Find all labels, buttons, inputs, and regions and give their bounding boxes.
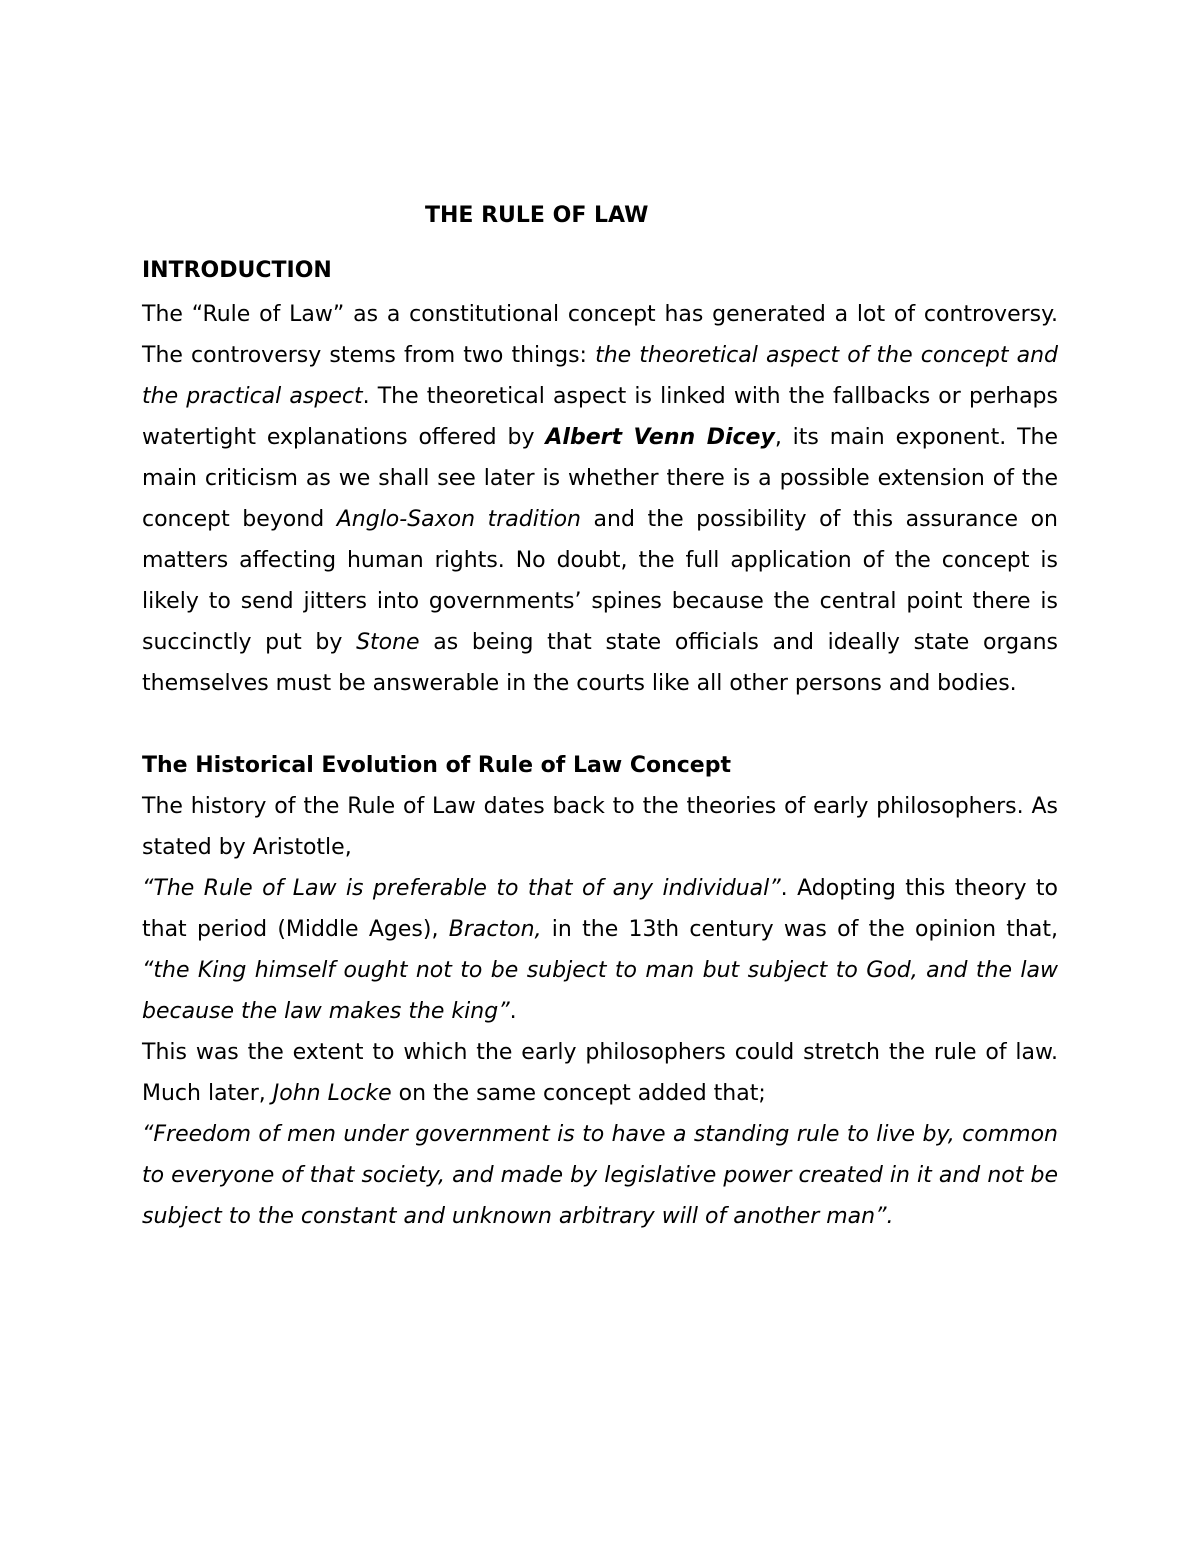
- introduction-heading: INTRODUCTION: [142, 258, 332, 283]
- intro-italic-tradition: Anglo-Saxon tradition: [336, 507, 581, 532]
- aristotle-quote: “The Rule of Law is preferable to that of any individual”: [142, 876, 781, 901]
- intro-text: as being that state officials and ideally state organs themselves must be answerable in the courts like all other persons and bodies.: [142, 630, 1058, 696]
- history-paragraph-1: The history of the Rule of Law dates back to the theories of early philosophers. As stated by Aristotle,: [142, 794, 1058, 860]
- history-text: .: [509, 999, 517, 1024]
- bracton-name: Bracton,: [448, 917, 542, 942]
- document-body: [142, 198, 1058, 1237]
- intro-text: The “Rule of Law” as a constitutional concept has generated a lot of controversy. The controversy stems from two things:: [142, 302, 1058, 368]
- locke-quote-text: “Freedom of men under government is to have a standing rule to live by, common to everyone of that society, and made by legislative power created in it and not be subject to the constant and unknown arbitrary will of another man”.: [142, 1122, 1058, 1229]
- history-text: This was the extent to which the early philosophers could stretch the rule of law. Much later,: [142, 1040, 1058, 1106]
- introduction-paragraph: [142, 294, 1058, 704]
- intro-dicey-name: Albert Venn Dicey: [545, 425, 775, 450]
- intro-text: , its main exponent. The main criticism as we shall see later is whether there is a possible extension of the concept beyond: [142, 425, 1059, 532]
- intro-text: and the possibility of this assurance on matters affecting human rights. No doubt, the full application of the concept is likely to send jitters into governments’ spines because the central point there is succinctly put by: [142, 507, 1058, 655]
- document-title: THE RULE OF LAW: [425, 203, 649, 228]
- paragraph-gap: [142, 704, 1058, 745]
- history-paragraph-3: [142, 1032, 1058, 1114]
- locke-name: John Locke: [272, 1081, 392, 1106]
- history-text: . Adopting this theory to that period (Middle Ages),: [142, 876, 1058, 942]
- history-text: in the 13th century was of the opinion that,: [541, 917, 1058, 942]
- history-text: on the same concept added that;: [391, 1081, 766, 1106]
- locke-quote: [142, 1114, 1058, 1237]
- intro-text: . The theoretical aspect is linked with the fallbacks or perhaps watertight explanations offered by: [142, 384, 1058, 450]
- intro-italic-aspects: the theoretical aspect of the concept and the practical aspect: [142, 343, 1058, 409]
- history-heading: The Historical Evolution of Rule of Law Concept: [142, 753, 731, 778]
- bracton-quote: “the King himself ought not to be subject to man but subject to God, and the law because the law makes the king”: [142, 958, 1058, 1024]
- history-paragraph-2: [142, 868, 1058, 1032]
- intro-italic-stone: Stone: [356, 630, 420, 655]
